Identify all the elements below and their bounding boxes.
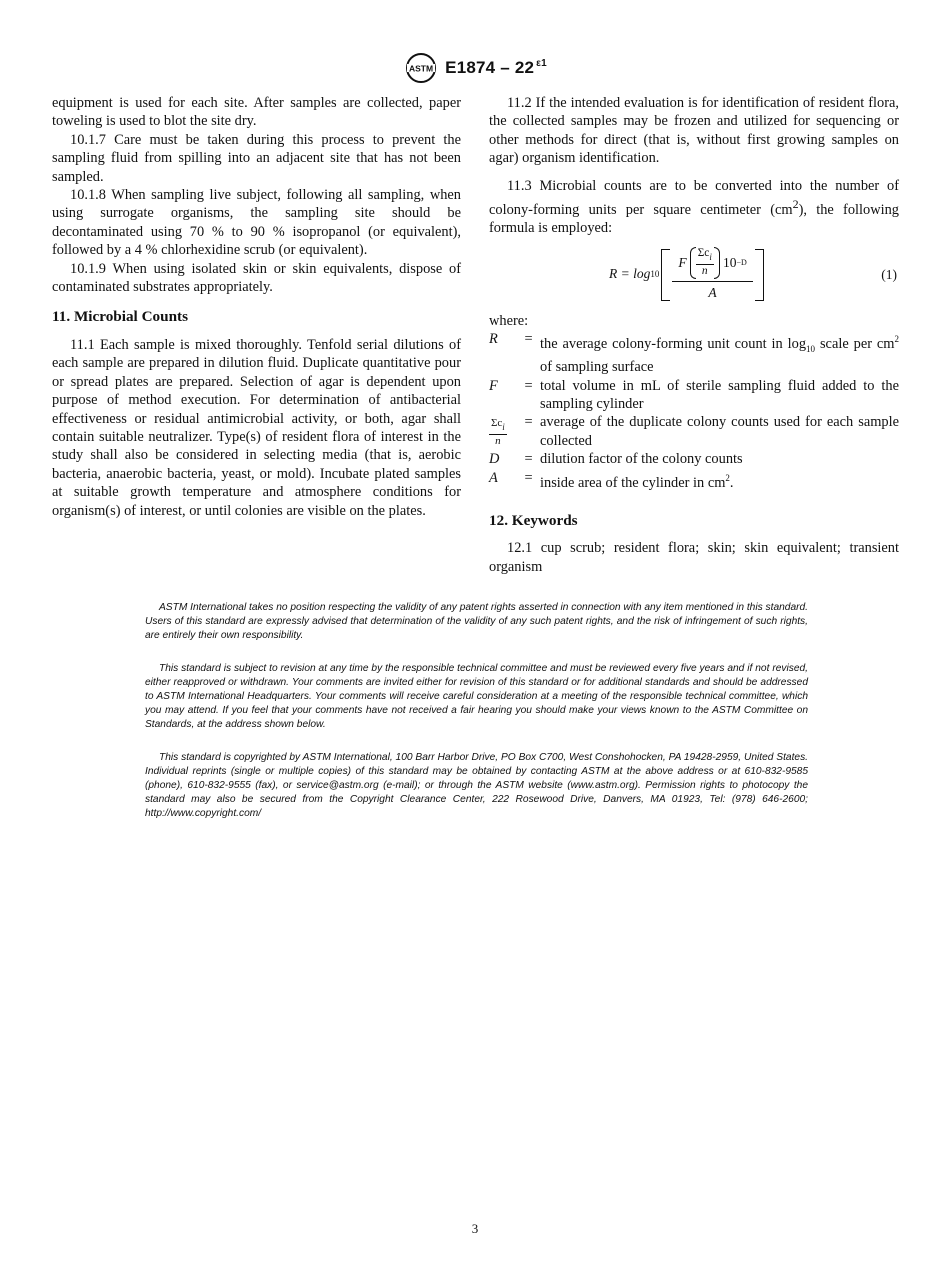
section-12-heading: 12. Keywords <box>489 511 578 529</box>
equation-number: (1) <box>881 266 897 282</box>
logo-text: ASTM <box>409 63 434 74</box>
paragraph-11-1: 11.1 Each sample is mixed thoroughly. Tenfold serial dilutions of each sample are prepared in dilution fluid. Duplicate quantitative pour or spread plates are prepared. Selection of agar is dependent upon purpose of method execution. For determination of antibacterial effectiveness or residual antimicrobial activity, or both, agar shall contain suitable neutralizer. Type(s) of resident flora of interest in the study shall also be considered in selecting media (that is, aerobic bacteria, anaerobic bacteria, yeast, or mold). Incubate plated samples at suitable growth temperature and atmosphere conditions for organism(s) of interest, or until colonies are visible on the plates. <box>52 336 461 519</box>
left-column <box>52 94 461 520</box>
where-label: where: <box>489 312 529 329</box>
document-id-superscript: ε1 <box>536 58 547 70</box>
document-id: E1874 – 22 $^{\varepsilon 1}$ <box>445 58 547 77</box>
astm-logo-icon <box>403 52 439 84</box>
formula-expression: R = log 10 F $\Sigma c_i$ n 10 −D A <box>609 244 766 306</box>
left-bracket <box>661 249 670 301</box>
variable-definitions <box>489 330 899 492</box>
revision-notice: This standard is subject to revision at any time by the responsible technical committee and must be reviewed every five years and if not revised, either reapproved or withdrawn. Your comments are invited either for revision of this standard or for additional standards and should be addressed to ASTM International Headquarters. Your comments will receive careful consideration at a meeting of the responsible technical committee, which you may attend. If you feel that your comments have not received a fair hearing you should make your views known to the ASTM Committee on Standards, at the address shown below. <box>145 663 808 730</box>
paragraph-11-2: 11.2 If the intended evaluation is for identification of resident flora, the collected samples may be frozen and utilized for sequencing or other methods for direct (that is, without first growing samples on agar) organism identification. <box>489 95 899 167</box>
paragraph-continued: equipment is used for each site. After samples are collected, paper toweling is used to blot the site dry. <box>52 95 461 130</box>
paragraph-12-1: 12.1 cup scrub; resident flora; skin; skin equivalent; transient organism <box>489 540 899 575</box>
paragraph-10-1-7: 10.1.7 Care must be taken during this process to prevent the sampling fluid from spilling into an adjacent site that has not been sampled. <box>52 131 461 185</box>
page-header <box>0 52 950 84</box>
definition-row: R = the average colony-forming unit count in $\log_{10}$ scale per $cm^2$ of sampling surface <box>489 331 899 376</box>
definition-row: F = total volume in mL of sterile sampling fluid added to the sampling cylinder <box>489 377 899 413</box>
copyright-notice: This standard is copyrighted by ASTM International, 100 Barr Harbor Drive, PO Box C700, West Conshohocken, PA 19428-2959, United States. Individual reprints (single or multiple copies) of this standard may be obtained by contacting ASTM at the above address or at 610-832-9585 (phone), 610-832-9555 (fax), or service@astm.org (e-mail); or through the ASTM website (www.astm.org). Permission rights to photocopy the standard may also be secured from the Copyright Clearance Center, 222 Rosewood Drive, Danvers, MA 01923, Tel: (978) 646-2600; http://www.copyright.com/ <box>145 752 808 819</box>
paragraph-10-1-8: 10.1.8 When sampling live subject, following all sampling, when using surrogate organisms, the sampling site should be decontaminated using 70 % to 90 % isopropanol (or equivalent), followed by a 4 % chlorhexidine scrub (or equivalent). <box>52 187 461 259</box>
sum-over-n-fraction: $\Sigma c_i$ n <box>697 247 712 278</box>
definition-row: D = dilution factor of the colony counts <box>489 451 743 468</box>
page-number: 3 <box>471 1221 479 1236</box>
patent-notice: ASTM International takes no position respecting the validity of any patent rights asserted in connection with any item mentioned in this standard. Users of this standard are expressly advised that determination of the validity of any such patent rights, and the risk of infringement of such rights, are entirely their own responsibility. <box>145 602 808 641</box>
definition-row: $\Sigma c_i$ n = average of the duplicate colony counts used for each sample collected <box>491 414 899 449</box>
section-11-heading: 11. Microbial Counts <box>52 308 188 326</box>
paragraph-11-3: 11.3 Microbial counts are to be converted into the number of colony-forming units per square centimeter $(cm^2)$, the following formula is employed: <box>489 177 899 237</box>
right-bracket <box>755 249 764 301</box>
right-column <box>489 94 899 576</box>
definition-row: A = inside area of the cylinder in $cm^2$. <box>489 469 734 491</box>
main-fraction: F $\Sigma c_i$ n 10 −D A <box>672 247 752 302</box>
paragraph-10-1-9: 10.1.9 When using isolated skin or skin equivalents, dispose of contaminated substrates appropriately. <box>52 260 461 296</box>
formula-1 <box>489 244 899 306</box>
